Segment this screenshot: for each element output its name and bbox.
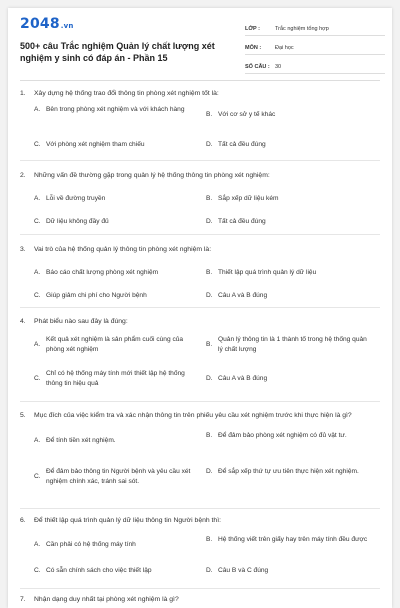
option-b[interactable] bbox=[206, 194, 368, 204]
question-divider bbox=[20, 160, 380, 161]
option-text: Để sắp xếp thứ tự ưu tiên thực hiện xét nghiệm. bbox=[218, 468, 359, 475]
option-text: Sắp xếp dữ liệu kém bbox=[218, 195, 279, 202]
question-stem bbox=[20, 410, 380, 421]
document-meta bbox=[245, 20, 385, 77]
question-number: 3. bbox=[20, 246, 26, 253]
option-letter: A. bbox=[34, 541, 41, 548]
option-c[interactable] bbox=[34, 291, 196, 301]
option-letter: C. bbox=[34, 292, 41, 299]
option-a[interactable] bbox=[34, 268, 196, 278]
option-letter: B. bbox=[206, 111, 213, 118]
option-text: Thiết lập quá trình quản lý dữ liệu bbox=[218, 269, 317, 276]
option-text: Dữ liệu không đầy đủ bbox=[46, 218, 109, 225]
option-a[interactable] bbox=[34, 194, 196, 204]
option-letter: C. bbox=[34, 218, 41, 225]
meta-row-class bbox=[245, 20, 385, 36]
question-2 bbox=[20, 170, 380, 225]
question-divider bbox=[20, 307, 380, 308]
option-text: Chỉ có hệ thống máy tính mới thiết lập hệ thống thông tin hiệu quả bbox=[46, 370, 185, 387]
option-letter: B. bbox=[206, 269, 213, 276]
option-letter: A. bbox=[34, 106, 41, 113]
question-number: 5. bbox=[20, 412, 26, 419]
option-a[interactable] bbox=[34, 335, 196, 355]
option-d[interactable] bbox=[206, 291, 368, 301]
option-a[interactable] bbox=[34, 436, 196, 446]
option-text: Để tính tiền xét nghiệm. bbox=[46, 437, 116, 444]
meta-key: LỚP : bbox=[245, 26, 260, 32]
question-stem bbox=[20, 244, 380, 255]
option-letter: A. bbox=[34, 269, 41, 276]
meta-key: MÔN : bbox=[245, 45, 262, 51]
meta-value: Trắc nghiệm tổng hợp bbox=[275, 26, 329, 32]
option-text: Báo cáo chất lượng phòng xét nghiệm bbox=[46, 269, 159, 276]
option-text: Cần phải có hệ thống máy tính bbox=[46, 541, 136, 548]
question-stem bbox=[20, 515, 380, 526]
option-c[interactable] bbox=[34, 467, 196, 487]
question-text: Mục đích của việc kiểm tra và xác nhận thông tin trên phiếu yêu cầu xét nghiệm trước khi thực hiện là gì? bbox=[34, 412, 352, 419]
question-3 bbox=[20, 244, 380, 299]
option-letter: B. bbox=[206, 341, 213, 348]
question-number: 4. bbox=[20, 318, 26, 325]
meta-row-subject bbox=[245, 39, 385, 55]
option-text: Để đảm bảo thông tin Người bệnh và yêu cầu xét nghiệm chính xác, tránh sai sót. bbox=[46, 468, 191, 485]
option-text: Câu B và C đúng bbox=[218, 567, 269, 574]
option-text: Kết quả xét nghiệm là sản phẩm cuối cùng của phòng xét nghiệm bbox=[46, 336, 184, 353]
option-letter: A. bbox=[34, 341, 41, 348]
option-d[interactable] bbox=[206, 467, 368, 477]
option-b[interactable] bbox=[206, 110, 368, 120]
question-divider bbox=[20, 508, 380, 509]
option-letter: B. bbox=[206, 536, 213, 543]
option-text: Với phòng xét nghiệm tham chiếu bbox=[46, 141, 145, 148]
option-text: Giúp giảm chi phí cho Người bệnh bbox=[46, 292, 147, 299]
option-a[interactable] bbox=[34, 105, 196, 115]
logo-suffix: .vn bbox=[60, 22, 74, 30]
option-c[interactable] bbox=[34, 140, 196, 150]
question-text: Những vấn đề thường gặp trong quản lý hệ thống thông tin phòng xét nghiệm: bbox=[34, 172, 270, 179]
question-stem bbox=[20, 316, 380, 327]
question-5 bbox=[20, 410, 380, 485]
option-c[interactable] bbox=[34, 369, 196, 389]
option-letter: D. bbox=[206, 141, 213, 148]
question-text: Xây dựng hệ thống trao đổi thông tin phòng xét nghiệm tốt là: bbox=[34, 90, 219, 97]
option-text: Câu A và B đúng bbox=[218, 375, 268, 382]
logo-main: 2048 bbox=[20, 16, 60, 32]
option-d[interactable] bbox=[206, 374, 368, 384]
meta-row-count bbox=[245, 58, 385, 74]
meta-value: 30 bbox=[275, 64, 282, 70]
question-text: Nhận dạng duy nhất tại phòng xét nghiệm là gì? bbox=[34, 596, 179, 603]
question-text: Phát biểu nào sau đây là đúng: bbox=[34, 318, 128, 325]
option-text: Câu A và B đúng bbox=[218, 292, 268, 299]
option-letter: B. bbox=[206, 195, 213, 202]
option-text: Với cơ sở y tế khác bbox=[218, 111, 276, 118]
option-letter: C. bbox=[34, 473, 41, 480]
question-text: Vai trò của hệ thống quản lý thông tin phòng xét nghiệm là: bbox=[34, 246, 212, 253]
meta-key: SỐ CÂU : bbox=[245, 64, 270, 70]
question-number: 1. bbox=[20, 90, 26, 97]
option-letter: D. bbox=[206, 567, 213, 574]
option-c[interactable] bbox=[34, 566, 196, 576]
question-1 bbox=[20, 88, 380, 148]
question-divider bbox=[20, 588, 380, 589]
option-b[interactable] bbox=[206, 268, 368, 278]
option-text: Hệ thống viết trên giấy hay trên máy tính đều được bbox=[218, 536, 368, 543]
page-title: 500+ câu Trắc nghiệm Quản lý chất lượng xét nghiệm y sinh có đáp án - Phần 15 bbox=[20, 41, 215, 63]
question-4 bbox=[20, 316, 380, 387]
option-d[interactable] bbox=[206, 140, 368, 150]
question-number: 6. bbox=[20, 517, 26, 524]
option-letter: C. bbox=[34, 375, 41, 382]
question-stem bbox=[20, 88, 380, 99]
option-letter: D. bbox=[206, 468, 213, 475]
option-text: Tất cả đều đúng bbox=[218, 218, 266, 225]
option-text: Bên trong phòng xét nghiệm và với khách hàng bbox=[46, 106, 185, 113]
option-letter: D. bbox=[206, 375, 213, 382]
header-divider bbox=[20, 80, 380, 81]
question-divider bbox=[20, 234, 380, 235]
option-text: Có sẵn chính sách cho việc thiết lập bbox=[46, 567, 152, 574]
question-stem bbox=[20, 170, 380, 181]
option-letter: C. bbox=[34, 567, 41, 574]
question-divider bbox=[20, 401, 380, 402]
option-text: Để đảm bảo phòng xét nghiệm có đủ vật tư. bbox=[218, 432, 347, 439]
question-text: Để thiết lập quá trình quản lý dữ liệu thông tin Người bệnh thì: bbox=[34, 517, 221, 524]
question-number: 2. bbox=[20, 172, 26, 179]
question-number: 7. bbox=[20, 596, 26, 603]
option-text: Lỗi về đường truyền bbox=[46, 195, 106, 202]
option-d[interactable] bbox=[206, 566, 368, 576]
option-text: Tất cả đều đúng bbox=[218, 141, 266, 148]
option-letter: A. bbox=[34, 195, 41, 202]
document-header bbox=[8, 8, 392, 78]
option-a[interactable] bbox=[34, 540, 196, 550]
option-d[interactable] bbox=[206, 217, 368, 227]
option-letter: D. bbox=[206, 218, 213, 225]
option-b[interactable] bbox=[206, 335, 368, 355]
option-letter: C. bbox=[34, 141, 41, 148]
option-text: Quản lý thông tin là 1 thành tố trong hệ thống quản lý chất lượng bbox=[218, 336, 367, 353]
question-6 bbox=[20, 515, 380, 574]
document-page bbox=[8, 8, 392, 608]
option-letter: D. bbox=[206, 292, 213, 299]
option-letter: A. bbox=[34, 437, 41, 444]
option-b[interactable] bbox=[206, 431, 368, 441]
option-b[interactable] bbox=[206, 535, 368, 545]
option-letter: B. bbox=[206, 432, 213, 439]
option-c[interactable] bbox=[34, 217, 196, 227]
meta-value: Đại học bbox=[275, 45, 294, 51]
